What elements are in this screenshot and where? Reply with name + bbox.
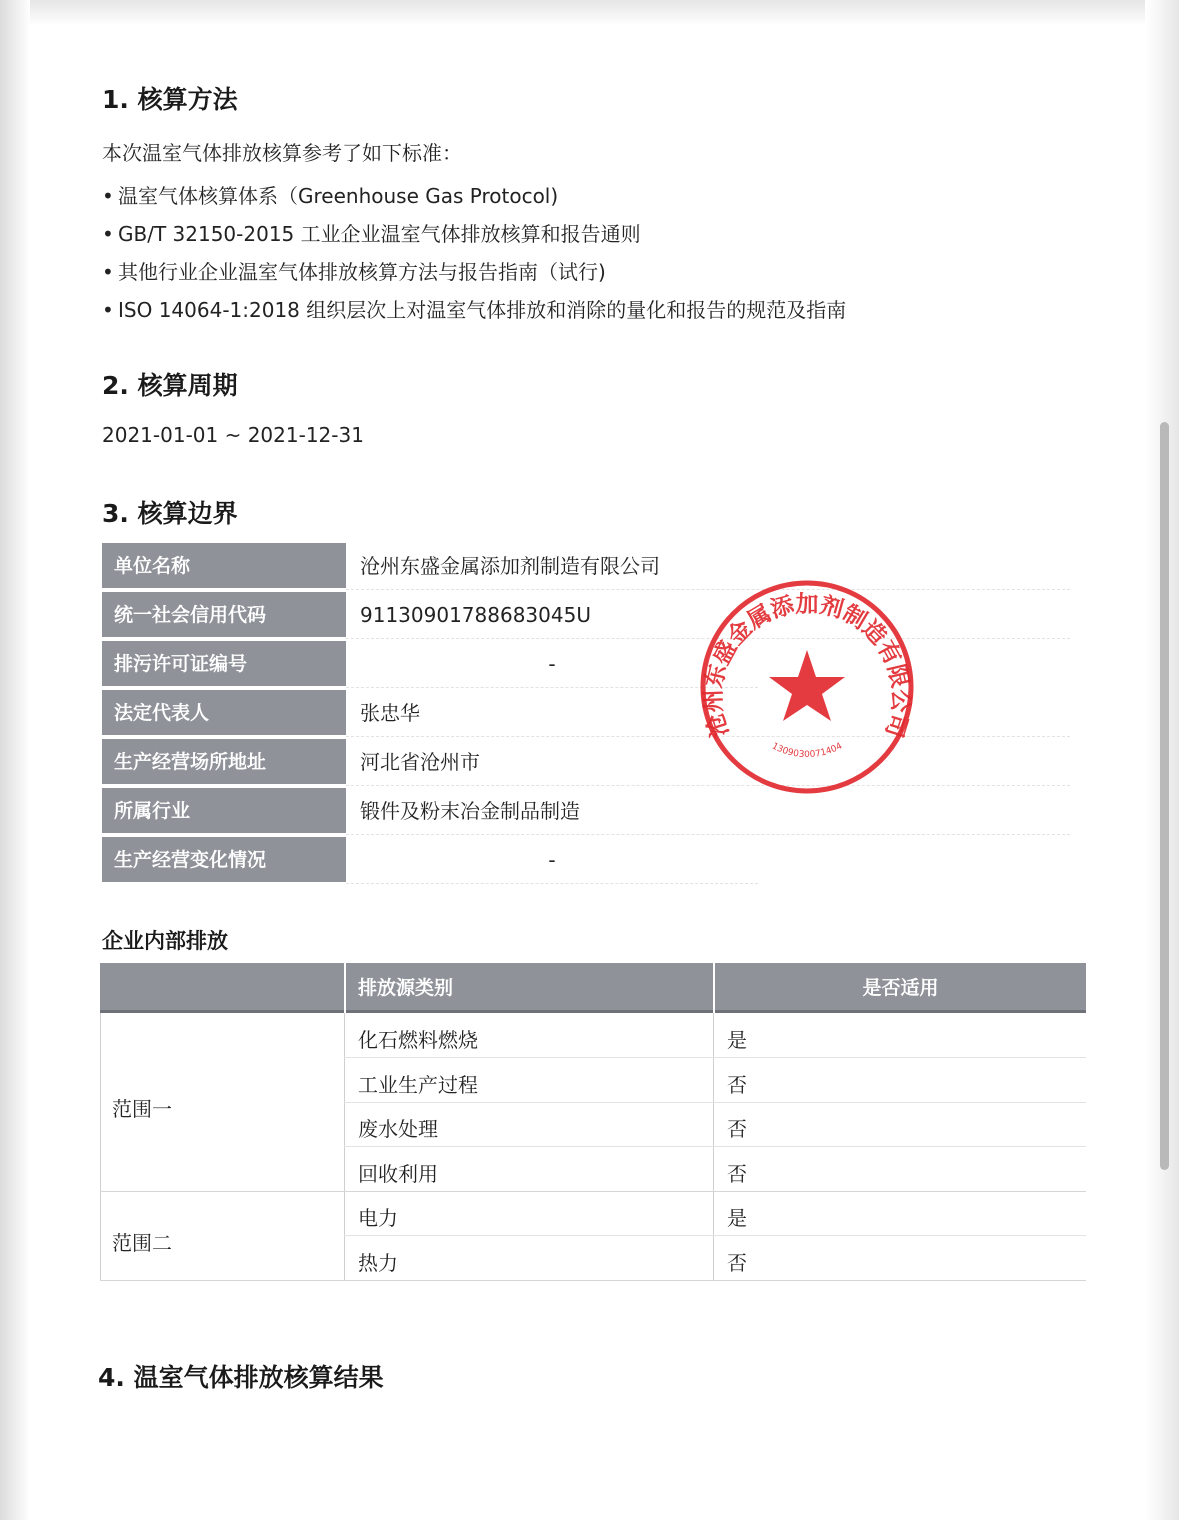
scope-label: 范围一 xyxy=(112,1097,172,1121)
bullet-mark: • xyxy=(102,184,114,208)
table-line xyxy=(344,1102,1086,1103)
table-line xyxy=(100,1191,1086,1192)
scrollbar[interactable] xyxy=(1160,422,1169,1170)
standard-text: 温室气体核算体系（Greenhouse Gas Protocol) xyxy=(118,184,559,208)
seal-number-text: 1309030071404 xyxy=(769,741,845,761)
applicable-value: 否 xyxy=(727,1117,747,1141)
info-value: - xyxy=(346,837,758,884)
company-seal xyxy=(696,576,918,798)
internal-emissions-heading: 企业内部排放 xyxy=(102,929,228,953)
applicable-value: 否 xyxy=(727,1073,747,1097)
info-row xyxy=(102,788,1070,837)
info-row xyxy=(102,592,1070,641)
header-source-category: 排放源类别 xyxy=(358,977,454,999)
applicable-value: 是 xyxy=(727,1028,747,1052)
info-value: - xyxy=(346,641,758,688)
info-value: 锻件及粉末冶金制品制造 xyxy=(346,788,1070,835)
info-value: 张忠华 xyxy=(346,690,1070,737)
standard-item xyxy=(102,218,641,247)
table-header xyxy=(100,963,1086,1013)
page-edge-top xyxy=(0,0,1179,26)
info-row xyxy=(102,837,1070,886)
table-line xyxy=(344,1057,1086,1058)
table-line xyxy=(344,1235,1086,1236)
bullet-mark: • xyxy=(102,222,114,246)
info-row xyxy=(102,739,1070,788)
bullet-mark: • xyxy=(102,260,114,284)
info-value: 91130901788683045U xyxy=(346,592,1070,639)
bullet-mark: • xyxy=(102,298,114,322)
standard-item xyxy=(102,180,558,209)
source-category: 回收利用 xyxy=(358,1162,438,1186)
section4-heading: 4. 温室气体排放核算结果 xyxy=(98,1363,384,1392)
source-category: 电力 xyxy=(358,1206,398,1230)
accounting-period: 2021-01-01 ~ 2021-12-31 xyxy=(102,423,364,447)
seal-star-icon xyxy=(769,650,845,721)
page-edge-left xyxy=(0,0,30,1520)
header-applicable: 是否适用 xyxy=(862,977,939,999)
standard-text: 其他行业企业温室气体排放核算方法与报告指南（试行) xyxy=(118,260,606,284)
source-category: 化石燃料燃烧 xyxy=(358,1028,478,1052)
info-label: 排污许可证编号 xyxy=(102,641,346,688)
info-label: 单位名称 xyxy=(102,543,346,590)
section1-intro: 本次温室气体排放核算参考了如下标准： xyxy=(102,141,462,165)
section3-heading: 3. 核算边界 xyxy=(102,499,238,528)
header-divider xyxy=(344,963,346,1013)
table-line xyxy=(713,1013,714,1281)
info-label: 统一社会信用代码 xyxy=(102,592,346,639)
info-value: 河北省沧州市 xyxy=(346,739,1070,786)
scope-label: 范围二 xyxy=(112,1231,172,1255)
info-label: 法定代表人 xyxy=(102,690,346,737)
info-row xyxy=(102,543,1070,592)
section1-heading: 1. 核算方法 xyxy=(102,85,238,114)
header-scope xyxy=(100,963,344,1010)
info-label: 生产经营变化情况 xyxy=(102,837,346,884)
table-line xyxy=(100,1013,101,1281)
standard-text: ISO 14064-1:2018 组织层次上对温室气体排放和消除的量化和报告的规范及指南 xyxy=(118,298,847,322)
source-category: 废水处理 xyxy=(358,1117,438,1141)
applicable-value: 是 xyxy=(727,1206,747,1230)
section2-heading: 2. 核算周期 xyxy=(102,371,238,400)
standard-text: GB/T 32150-2015 工业企业温室气体排放核算和报告通则 xyxy=(118,222,641,246)
applicable-value: 否 xyxy=(727,1162,747,1186)
source-category: 工业生产过程 xyxy=(358,1073,478,1097)
info-label: 所属行业 xyxy=(102,788,346,835)
table-line xyxy=(344,1013,345,1281)
info-row xyxy=(102,690,1070,739)
info-label: 生产经营场所地址 xyxy=(102,739,346,786)
source-category: 热力 xyxy=(358,1251,398,1275)
table-line xyxy=(100,1280,1086,1281)
info-value: 沧州东盛金属添加剂制造有限公司 xyxy=(346,543,1070,590)
standard-item xyxy=(102,294,846,323)
internal-emissions-table xyxy=(100,963,1086,1281)
applicable-value: 否 xyxy=(727,1251,747,1275)
table-line xyxy=(344,1146,1086,1147)
standard-item xyxy=(102,256,606,285)
info-row xyxy=(102,641,1070,690)
seal-company-text: 沧州东盛金属添加剂制造有限公司 xyxy=(699,590,915,741)
